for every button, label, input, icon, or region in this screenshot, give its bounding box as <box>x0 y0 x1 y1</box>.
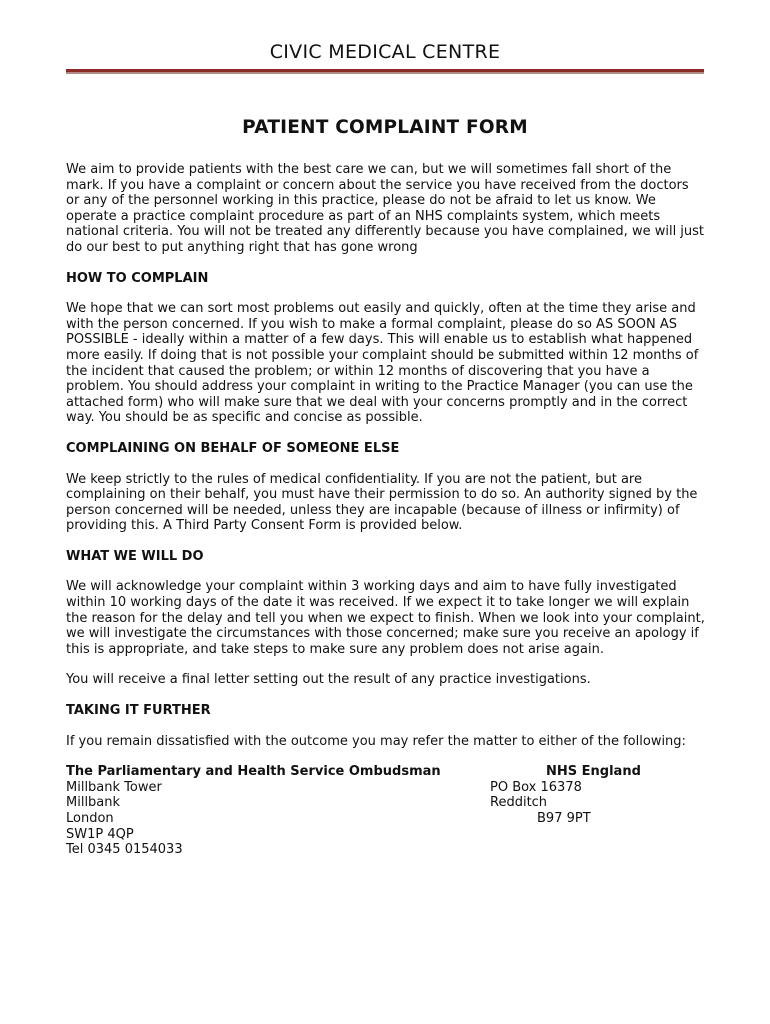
form-title: PATIENT COMPLAINT FORM <box>242 117 528 138</box>
ombudsman-name: The Parliamentary and Health Service Ombudsman <box>66 764 441 780</box>
taking-further-body: If you remain dissatisfied with the outcome you may refer the matter to either of the following: <box>66 733 686 749</box>
address-line: Millbank <box>66 795 121 811</box>
phone-line: Tel 0345 0154033 <box>66 842 183 858</box>
address-line: Redditch <box>490 795 548 811</box>
what-we-do-body: We will acknowledge your complaint within 3 working days and aim to have fully investigated within 10 working days of the date it was received. If we expect it to take longer we will explain the reason for the delay and tell you when we expect to finish. When we look into your complaint, we will investigate the circumstances with those concerned; make sure you receive an apology if this is appropriate, and take steps to make sure any problem does not arise again. <box>66 579 705 657</box>
final-letter-text: You will receive a final letter setting out the result of any practice investigations. <box>66 672 591 688</box>
on-behalf-heading: COMPLAINING ON BEHALF OF SOMEONE ELSE <box>66 440 400 456</box>
intro-paragraph: We aim to provide patients with the best care we can, but we will sometimes fall short of the mark. If you have a complaint or concern about the service you have received from the doctors or any of the personnel working in this practice, please do not be afraid to let us know. We operate a practice complaint procedure as part of an NHS complaints system, which meets national criteria. You will not be treated any differently because you have complained, we will just do our best to put anything right that has gone wrong <box>66 162 705 255</box>
nhs-england-address <box>490 764 641 826</box>
ombudsman-address <box>66 764 441 858</box>
address-line: London <box>66 811 114 826</box>
what-we-do-heading: WHAT WE WILL DO <box>66 548 204 564</box>
header-divider <box>66 69 704 74</box>
practice-name: CIVIC MEDICAL CENTRE <box>269 41 501 63</box>
contact-addresses <box>66 764 706 859</box>
how-to-complain-body: We hope that we can sort most problems out easily and quickly, often at the time they arise and with the person concerned. If you wish to make a formal complaint, please do so AS SOON AS POSSIBLE - ideally within a matter of a few days. This will enable us to establish what happened more easily. If doing that is not possible your complaint should be submitted within 12 months of the incident that caused the problem; or within 12 months of discovering that you have a problem. You should address your complaint in writing to the Practice Manager (you can use the attached form) who will make sure that we deal with your concerns promptly and in the correct way. You should be as specific and concise as possible. <box>66 301 699 426</box>
nhs-england-name: NHS England <box>546 764 641 780</box>
address-line: SW1P 4QP <box>66 826 134 842</box>
document-body <box>66 162 706 859</box>
address-line: Millbank Tower <box>66 779 162 795</box>
how-to-complain-heading: HOW TO COMPLAIN <box>66 270 209 286</box>
address-line: B97 9PT <box>537 811 591 826</box>
on-behalf-body: We keep strictly to the rules of medical confidentiality. If you are not the patient, but are complaining on their behalf, you must have their permission to do so. An authority signed by the person concerned will be needed, unless they are incapable (because of illness or infirmity) of providing this. A Third Party Consent Form is provided below. <box>66 471 698 534</box>
address-line: PO Box 16378 <box>490 779 582 795</box>
taking-further-heading: TAKING IT FURTHER <box>66 703 211 719</box>
